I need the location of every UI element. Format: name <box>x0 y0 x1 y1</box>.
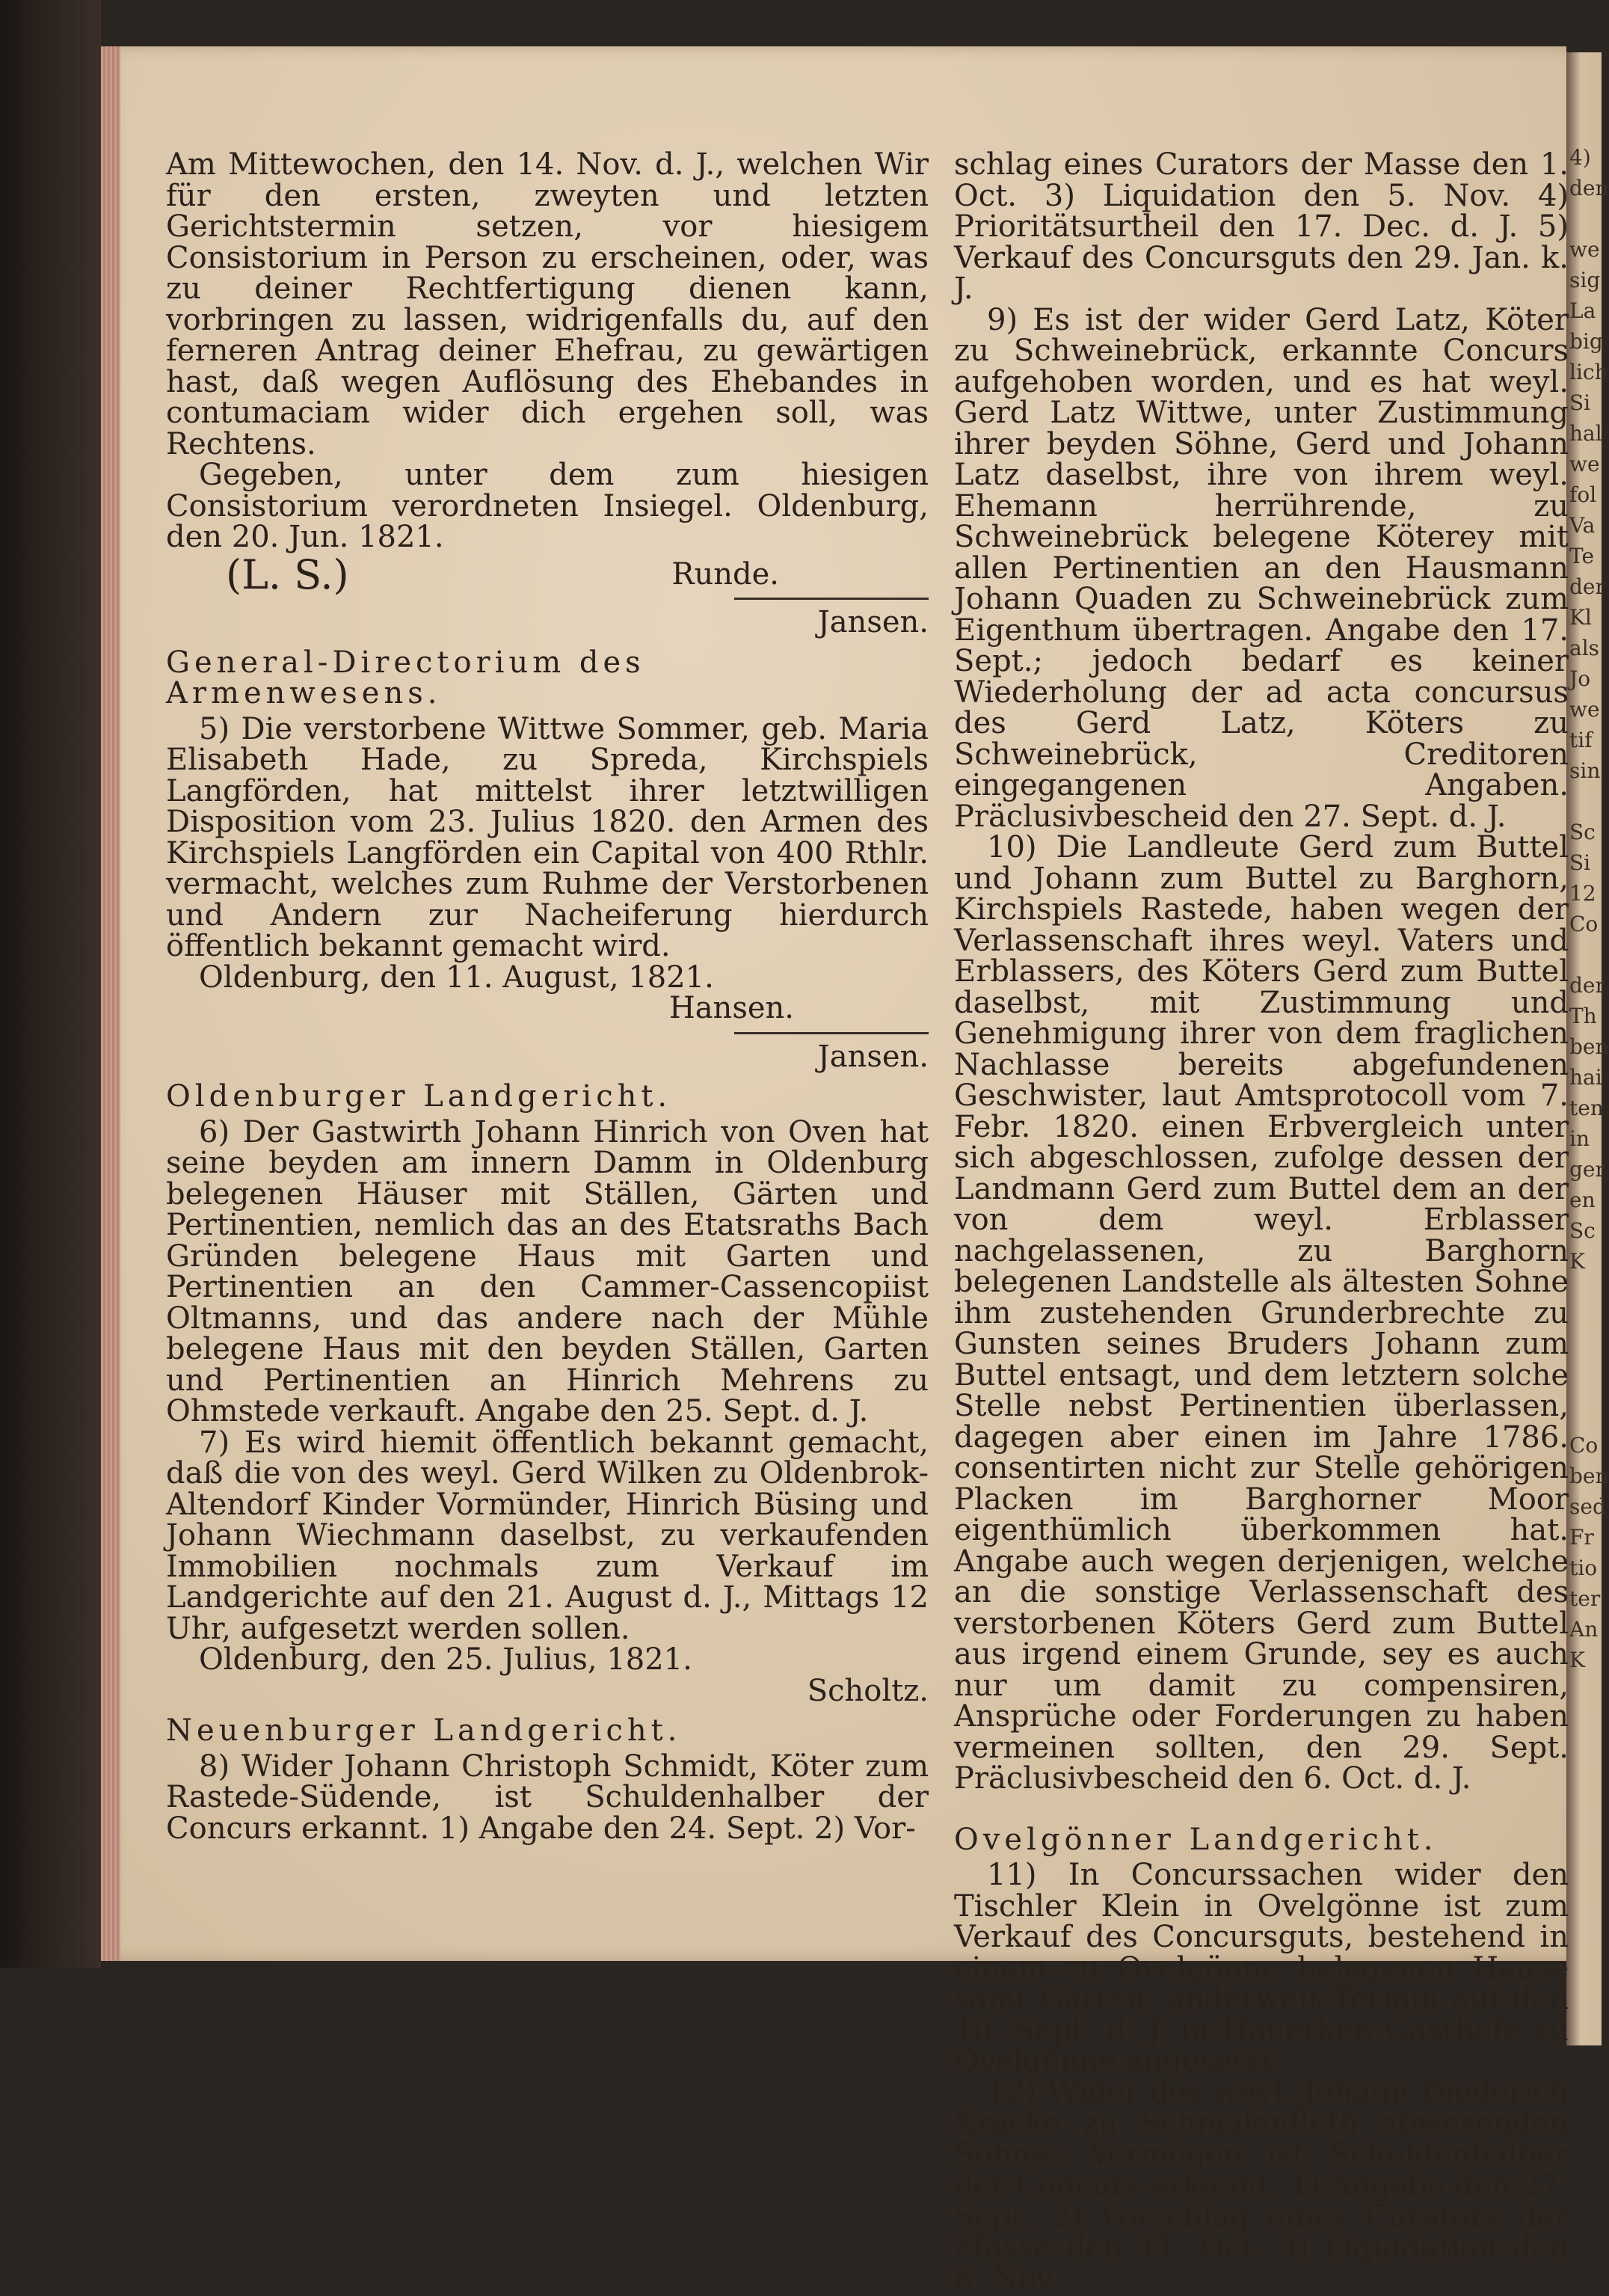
margin-fragment: den <box>1569 176 1609 200</box>
margin-fragment: als <box>1569 636 1600 660</box>
margin-fragment: sed <box>1569 1494 1606 1519</box>
dateline: Oldenburg, den 11. August, 1821. <box>199 960 714 995</box>
paragraph: 8) Wider Johann Christoph Schmidt, Köter zum Rastede-Südende, ist Schuldenhalber der Concurs erkannt. 1) Angabe den 24. Sept. 2) Vor- <box>166 1749 929 1846</box>
margin-fragment <box>1566 786 1602 817</box>
margin-fragment: La <box>1569 298 1596 323</box>
divider <box>734 1032 929 1034</box>
paragraph: 6) Der Gastwirth Johann Hinrich von Oven hat seine beyden am innern Damm in Oldenburg belegenen Häuser mit Ställen, Gärten und Pertinentien, nemlich das an des Etatsraths Bach Gründen belegene Haus mit Garten und Pertinentien an den Cammer-Cassencopiist Oltmanns, und das andere nach der Mühle belegene Haus mit den beyden Ställen, Garten und Pertinentien an Hinrich Mehrens zu Ohmstede verkauft. Angabe den 25. Sept. d. J. <box>166 1114 929 1428</box>
margin-fragment: ger <box>1569 1157 1605 1182</box>
section-heading: General-Directorium des Armenwesens. <box>166 645 645 710</box>
margin-fragment: big <box>1569 329 1603 354</box>
section-heading: Neuenburger Landgericht. <box>166 1713 682 1748</box>
signature: Jansen. <box>817 1039 929 1074</box>
seal-mark: (L. S.) <box>226 550 349 598</box>
margin-fragment: 4) <box>1569 145 1591 170</box>
margin-fragment: Co <box>1569 912 1599 936</box>
margin-fragment: ten <box>1569 1096 1604 1120</box>
margin-fragment: Kl <box>1569 605 1592 630</box>
margin-fragment: we <box>1569 697 1600 722</box>
margin-fragment: lich <box>1569 360 1608 384</box>
margin-fragment: in <box>1569 1126 1590 1151</box>
margin-fragment: K <box>1569 1648 1585 1672</box>
margin-fragment <box>1566 203 1602 234</box>
margin-fragment: Sc <box>1569 1218 1596 1243</box>
paragraph: 7) Es wird hiemit öffentlich bekannt gemacht, daß die von des weyl. Gerd Wilken zu Oldenbrok-Altendorf Kinder Vormünder, Hinrich Büsing und Johann Wiechmann daselbst, zu verkaufenden Immobilien nochmals zum Verkauf im Landgerichte auf den 21. August d. J., Mittags 12 Uhr, aufgesetzt werden sollen. <box>166 1425 929 1646</box>
signature: Runde. <box>671 556 779 592</box>
dateline: Oldenburg, den 25. Julius, 1821. <box>199 1642 692 1677</box>
paragraph: 12) Wider des weyl. Johann Diederich Kracke zu Schmalenfleth abwesenden Sohnes Vermögen ist Schuldenhalber der Concurs erkannt. 1) Angabe den 27. Sept. 2) Vorschlag eines Curators der Masse den 11. Oct. 3) Liquidation den 8. Nov. <box>954 2075 1569 2296</box>
paragraph: schlag eines Curators der Masse den 1. Oct. 3) Liquidation den 5. Nov. 4) Prioritätsurtheil den 17. Dec. d. J. 5) Verkauf des Concursguts den 29. Jan. k. J. <box>954 147 1569 306</box>
margin-fragment <box>1566 1277 1602 1307</box>
margin-fragment <box>1566 1338 1602 1369</box>
margin-fragment: der <box>1569 973 1605 998</box>
margin-fragment <box>1566 939 1602 970</box>
facing-page-margin <box>1566 52 1609 2045</box>
margin-fragment: Th <box>1569 1004 1597 1028</box>
margin-fragment: Va <box>1569 513 1596 538</box>
margin-fragment <box>1566 1369 1602 1399</box>
margin-fragment <box>1566 1399 1602 1430</box>
margin-fragment: der <box>1569 574 1605 599</box>
margin-fragment: en <box>1569 1188 1596 1212</box>
section-heading: Oldenburger Landgericht. <box>166 1079 672 1114</box>
margin-fragment: tif <box>1569 728 1593 752</box>
margin-fragment: Sc <box>1569 820 1596 844</box>
paragraph: 9) Es ist der wider Gerd Latz, Köter zu Schweinebrück, erkannte Concurs aufgehoben worden, und es hat weyl. Gerd Latz Wittwe, unter Zustimmung ihrer beyden Söhne, Gerd und Johann Latz daselbst, ihre von ihrem weyl. Ehemann herrührende, zu Schweinebrück belegene Köterey mit allen Pertinentien an den Hausmann Johann Quaden zu Schweinebrück zum Eigenthum übertragen. Angabe den 17. Sept.; jedoch bedarf es keiner Wiederholung der ad acta concursus des Gerd Latz, Köters zu Schweinebrück, Creditoren eingegangenen Angaben. Präclusivbescheid den 27. Sept. d. J. <box>954 302 1569 834</box>
margin-fragment: we <box>1569 452 1600 476</box>
margin-fragment: Fr <box>1569 1525 1594 1550</box>
signature: Hansen. <box>668 991 794 1025</box>
margin-fragment: ben <box>1569 1464 1609 1488</box>
paragraph: 10) Die Landleute Gerd zum Buttel und Johann zum Buttel zu Barghorn, Kirchspiels Rastede, haben wegen der Verlassenschaft ihres weyl. Vaters und Erblassers, des Köters Gerd zum Buttel daselbst, mit Zustimmung und Genehmigung ihrer von dem fraglichen Nachlasse bereits abgefundenen Geschwister, laut Amtsprotocoll vom 7. Febr. 1820. einen Erbvergleich unter sich abgeschlossen, zufolge dessen der Landmann Gerd zum Buttel dem an der von dem weyl. Erblasser nachgelassenen, zu Barghorn belegenen Landstelle als ältesten Sohne ihm zustehenden Grunderbrechte zu Gunsten seines Bruders Johann zum Buttel entsagt, und dem letztern solche Stelle nebst Pertinentien überlassen, dagegen aber einen im Jahre 1786. consentirten nicht zur Stelle gehörigen Placken im Barghorner Moor eigenthümlich überkommen hat. Angabe auch wegen derjenigen, welche an die sonstige Verlassenschaft des verstorbenen Köters Gerd zum Buttel aus irgend einem Grunde, sey es auch nur um damit zu compensiren, Ansprüche oder Forderungen zu haben vermeinen sollten, den 29. Sept. Präclusivbescheid den 6. Oct. d. J. <box>954 830 1569 1796</box>
margin-fragment: hai <box>1569 1065 1602 1090</box>
margin-fragment: Jo <box>1569 666 1591 691</box>
paragraph: 11) In Concurssachen wider den Tischler Klein in Ovelgönne ist zum Verkauf des Concursguts, bestehend in einem zu Ovelgönne belegenen Hause samt Garten, anderweit Termin auf den 10. Sept. d. J. in Hauerken Gasthofe zu Ovelgönne angesetzt. <box>954 1858 1569 2078</box>
margin-fragment: we <box>1569 237 1600 262</box>
margin-fragment: Co <box>1569 1433 1599 1458</box>
margin-fragment: ben <box>1569 1034 1609 1059</box>
margin-fragment: K <box>1569 1249 1585 1274</box>
margin-fragment: tio <box>1569 1556 1598 1580</box>
margin-fragment: ter <box>1569 1586 1601 1611</box>
margin-fragment: 12 <box>1569 881 1596 906</box>
paragraph: Am Mittewochen, den 14. Nov. d. J., welchen Wir für den ersten, zweyten und letzten Gerichtstermin setzen, vor hiesigem Consistorium in Person zu erscheinen, oder, was zu deiner Rechtfertigung dienen kann, vorbringen zu lassen, widrigenfalls du, auf den ferneren Antrag deiner Ehefrau, zu gewärtigen hast, daß wegen Auflösung des Ehebandes in contumaciam wider dich ergehen soll, was Rechtens. <box>166 147 929 461</box>
section-heading: Ovelgönner Landgericht. <box>954 1822 1438 1857</box>
margin-fragment: sig <box>1569 268 1601 292</box>
margin-fragment <box>1566 1307 1602 1338</box>
margin-fragment: Si <box>1569 850 1591 875</box>
signature: Jansen. <box>817 605 929 639</box>
paragraph: Gegeben, unter dem zum hiesigen Consistorium verordneten Insiegel. Oldenburg, den 20. Jun. 1821. <box>166 458 929 554</box>
margin-fragment: hal <box>1569 421 1602 446</box>
left-column <box>166 147 929 1846</box>
signature: Scholtz. <box>807 1673 929 1708</box>
right-column <box>954 147 1569 2296</box>
margin-fragment: An <box>1569 1617 1599 1642</box>
margin-fragment: Te <box>1569 544 1595 568</box>
margin-fragment: sin <box>1569 758 1601 783</box>
book-binding <box>0 0 101 1968</box>
margin-fragment: fol <box>1569 482 1597 507</box>
seal-signature-row <box>166 550 929 598</box>
paragraph: 5) Die verstorbene Wittwe Sommer, geb. Maria Elisabeth Hade, zu Spreda, Kirchspiels Langförden, hat mittelst ihrer letztwilligen Disposition vom 23. Julius 1820. den Armen des Kirchspiels Langförden ein Capital von 400 Rthlr. vermacht, welches zum Ruhme der Verstorbenen und Andern zur Nacheiferung hierdurch öffentlich bekannt gemacht wird. <box>166 711 929 963</box>
divider <box>734 598 929 600</box>
margin-fragment: Si <box>1569 390 1591 415</box>
page-edge <box>101 46 120 1961</box>
